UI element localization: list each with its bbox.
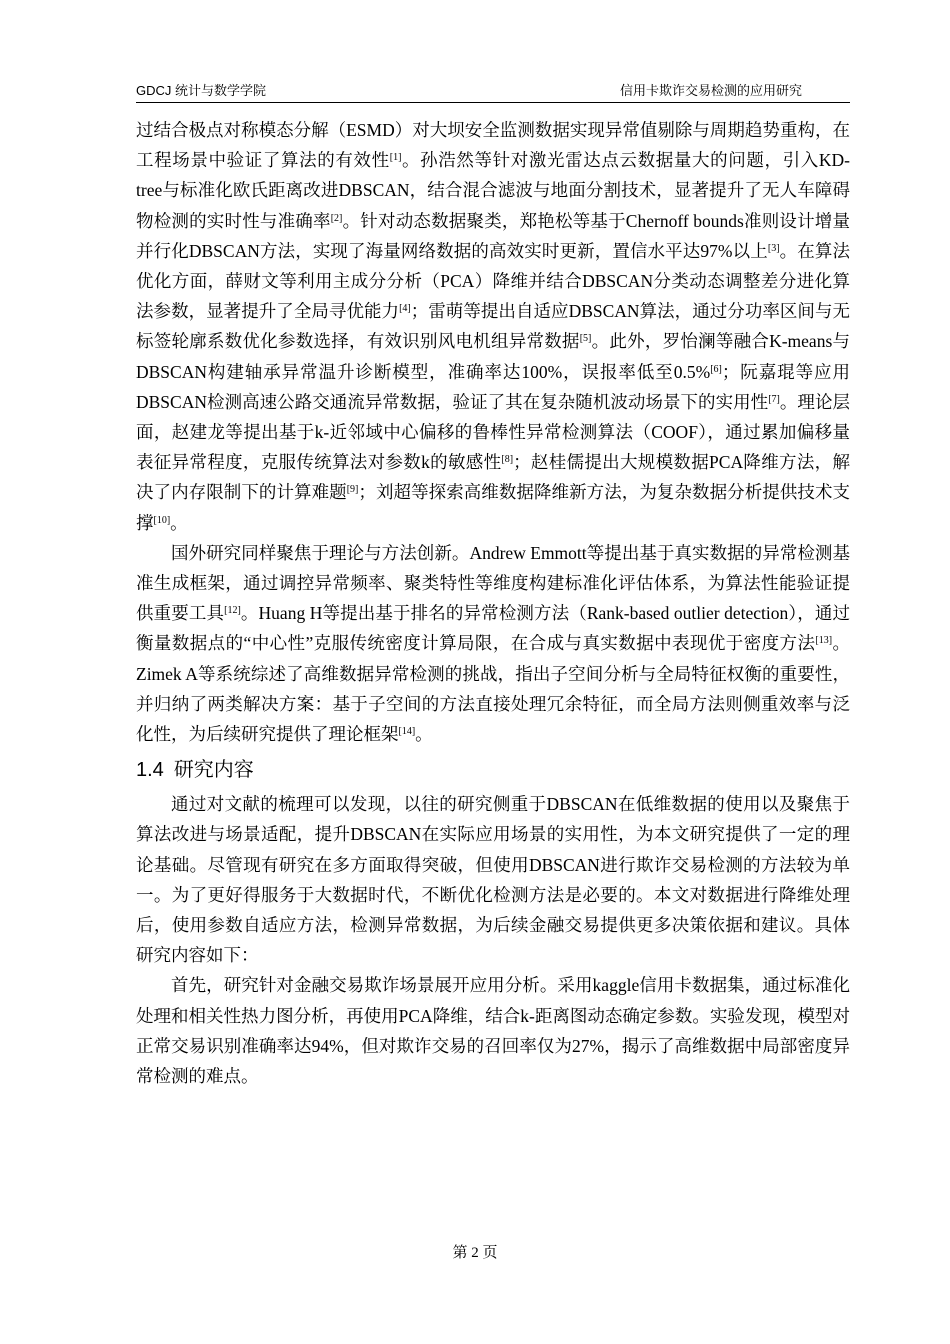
citation: [6] [710, 363, 722, 375]
section-heading [136, 755, 850, 785]
citation: [2] [330, 212, 343, 224]
page-body [136, 115, 850, 1091]
page-number: 第 2 页 [452, 1245, 498, 1261]
page-header [136, 80, 850, 103]
paragraph-domestic-research: 过结合极点对称模态分解（ESMD）对大坝安全监测数据实现异常值剔除与周期趋势重构，在工程场景中验证了算法的有效性[1]。孙浩然等针对激光雷达点云数据量大的问题，引入KD-tree与标准化欧氏距离改进DBSCAN，结合混合滤波与地面分割技术，显著提升了无人车障碍物检测的实时性与准确率[2]。针对动态数据聚类，郑艳松等基于Chernoff bounds准则设计增量并行化DBSCAN方法，实现了海量网络数据的高效实时更新，置信水平达97%以上[3]。在算法优化方面，薛财文等利用主成分分析（PCA）降维并结合DBSCAN分类动态调整差分进化算法参数，显著提升了全局寻优能力[4]；雷萌等提出自适应DBSCAN算法，通过分功率区间与无标签轮廓系数优化参数选择，有效识别风电机组异常数据[5]。此外，罗怡澜等融合K-means与DBSCAN构建轴承异常温升诊断模型，准确率达100%，误报率低至0.5%[6]；阮嘉琨等应用DBSCAN检测高速公路交通流异常数据，验证了其在复杂随机波动场景下的实用性[7]。理论层面，赵建龙等提出基于k-近邻域中心偏移的鲁棒性异常检测算法（COOF），通过累加偏移量表征异常程度，克服传统算法对参数k的敏感性[8]；赵桂儒提出大规模数据PCA降维方法，解决了内存限制下的计算难题[9]；刘超等探索高维数据降维新方法，为复杂数据分析提供技术支撑[10]。 [136, 120, 851, 533]
citation: [10] [153, 514, 171, 526]
section-number: 1.4 [136, 759, 164, 782]
citation: [5] [579, 333, 592, 345]
citation: [14] [398, 726, 416, 738]
citation: [1] [389, 152, 402, 164]
header-institution: GDCJ 统计与数学学院 [136, 83, 267, 98]
citation: [13] [815, 635, 833, 647]
paragraph-research-content: 通过对文献的梳理可以发现，以往的研究侧重于DBSCAN在低维数据的使用以及聚焦于算法改进与场景适配，提升DBSCAN在实际应用场景的实用性，为本文研究提供了一定的理论基础。尽管现有研究在多方面取得突破，但使用DBSCAN进行欺诈交易检测的方法较为单一。为了更好得服务于大数据时代，不断优化检测方法是必要的。本文对数据进行降维处理后，使用参数自适应方法，检测异常数据，为后续金融交易提供更多决策依据和建议。具体研究内容如下： [136, 794, 850, 966]
citation: [3] [767, 242, 780, 254]
header-title: 信用卡欺诈交易检测的应用研究 [619, 83, 802, 98]
paragraph-foreign-research: 国外研究同样聚焦于理论与方法创新。Andrew Emmott等提出基于真实数据的异常检测基准生成框架，通过调控异常频率、聚类特性等维度构建标准化评估体系，为算法性能验证提供重要工具[12]。Huang H等提出基于排名的异常检测方法（Rank-based outlier detection），通过衡量数据点的“中心性”克服传统密度计算局限，在合成与真实数据中表现优于密度方法[13]。Zimek A等系统综述了高维数据异常检测的挑战，指出子空间分析与全局特征权衡的重要性，并归纳了两类解决方案：基于子空间的方法直接处理冗余特征，而全局方法则侧重效率与泛化性，为后续研究提供了理论框架[14]。 [136, 542, 850, 745]
citation: [12] [224, 605, 241, 617]
citation: [4] [399, 303, 411, 315]
citation: [9] [346, 484, 359, 496]
paragraph-first-study: 首先，研究针对金融交易欺诈场景展开应用分析。采用kaggle信用卡数据集，通过标准化处理和相关性热力图分析，再使用PCA降维，结合k-距离图动态确定参数。实验发现，模型对正常交易识别准确率达94%，但对欺诈交易的召回率仅为27%，揭示了高维数据中局部密度异常检测的难点。 [136, 975, 850, 1087]
citation: [7] [768, 393, 780, 405]
citation: [8] [501, 454, 514, 466]
section-title: 研究内容 [173, 759, 254, 782]
